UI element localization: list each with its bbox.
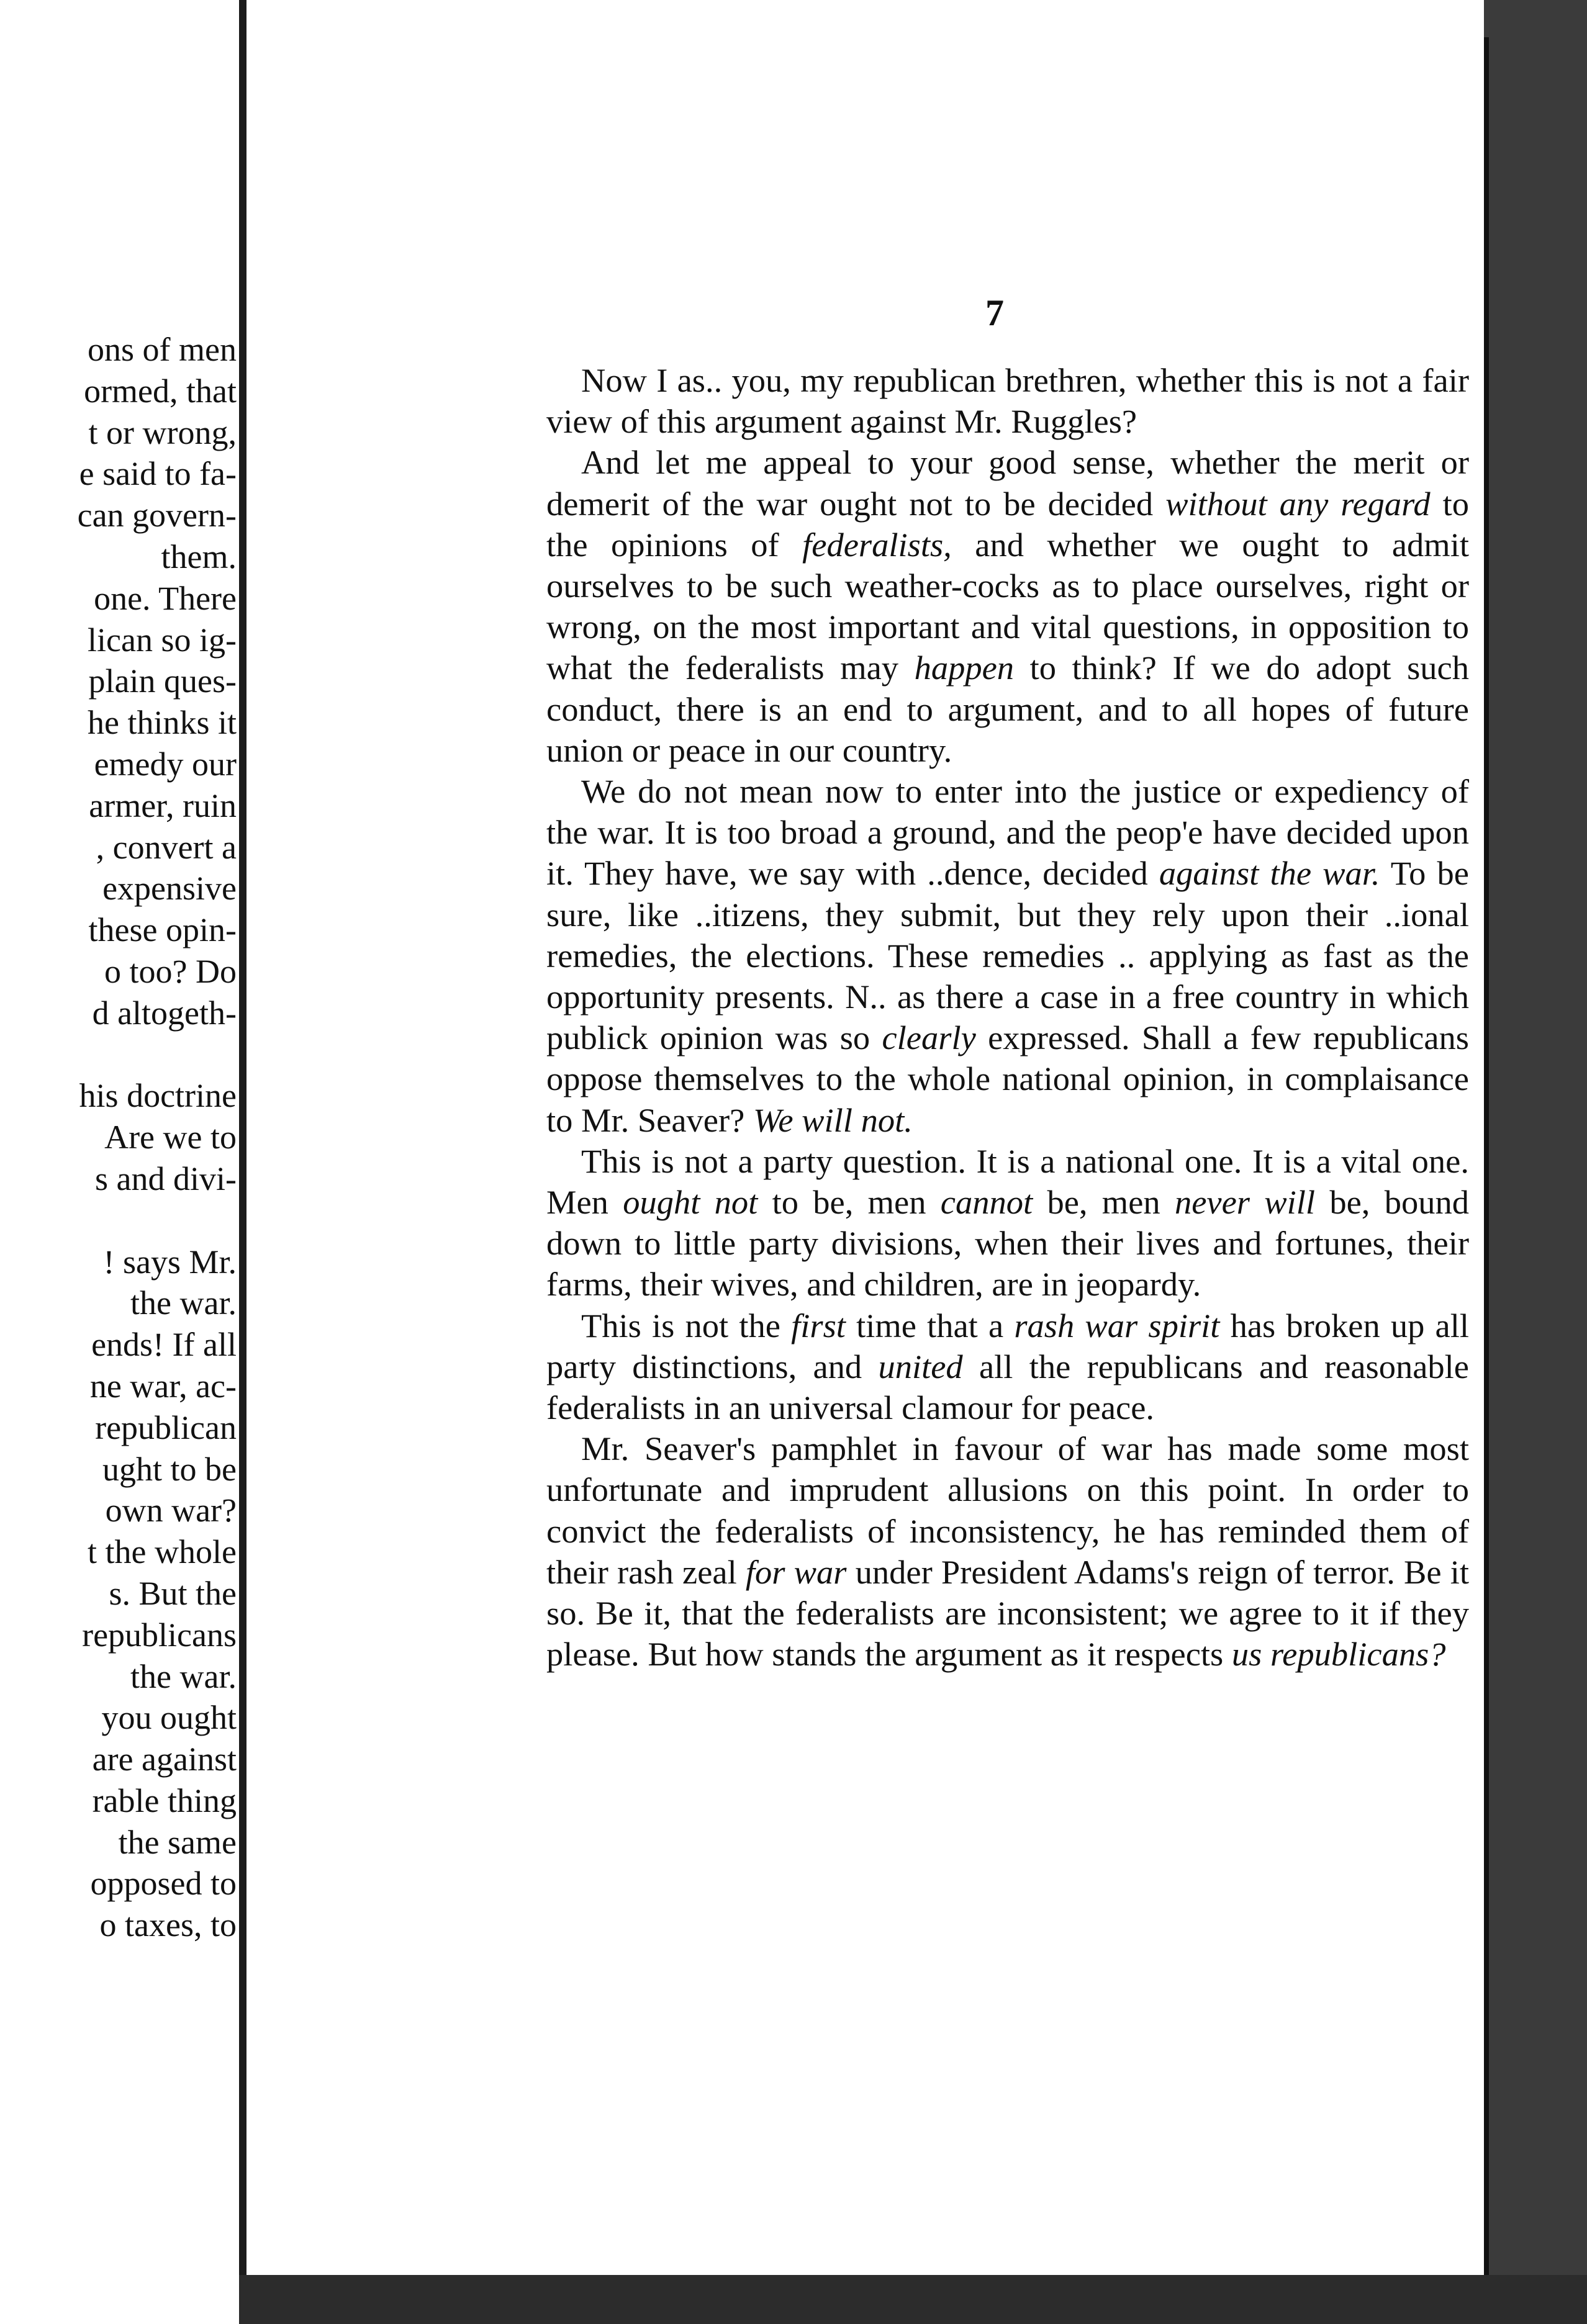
italic-text: cannot	[940, 1183, 1033, 1222]
text-segment: to think? If we do adopt such conduct, there is an end to argument, and to all hopes of future union or peace in our country.	[546, 649, 1469, 769]
text-segment: all the republicans and reasonable federalists in an universal clamour for peace.	[546, 1347, 1469, 1427]
left-page-line: the war.	[130, 1657, 237, 1695]
page-number: 7	[985, 292, 1004, 333]
left-page-line: emedy our	[94, 745, 237, 783]
italic-text: rash war spirit	[1014, 1306, 1220, 1344]
paragraph	[546, 1141, 1469, 1305]
text-segment: Now I as.. you, my republican brethren, whether this is not a fair view of this argument against Mr. Ruggles?	[546, 361, 1469, 441]
paragraph	[546, 1428, 1469, 1675]
left-page-line: s. But the	[109, 1574, 237, 1612]
left-page-line: e said to fa-	[79, 455, 237, 493]
left-page-line: are against	[92, 1741, 237, 1778]
book-cover-board	[1484, 0, 1587, 2324]
right-page	[246, 0, 1484, 2324]
left-page-line: t the whole	[88, 1533, 237, 1571]
left-page-line: own war?	[105, 1492, 237, 1529]
left-page-line: ormed, that	[84, 372, 237, 410]
left-page-line	[78, 1034, 237, 1076]
left-page-line: , convert a	[96, 828, 237, 866]
text-segment: expressed. Shall a few republicans oppose themselves to the whole national opinion, in complaisance to Mr. Seaver?	[546, 1019, 1469, 1139]
left-page-line: opposed to	[90, 1865, 237, 1903]
left-page-line: these opin-	[88, 911, 237, 949]
italic-text: happen	[914, 649, 1015, 687]
left-page-line: them.	[161, 538, 237, 575]
text-segment: Mr. Seaver's pamphlet in favour of war has made some most unfortunate and imprudent allusions on this point. In order to convict the federalists of inconsistency, he has reminded them of their rash zeal	[546, 1430, 1469, 1591]
left-page-line: ne war, ac-	[89, 1367, 237, 1405]
left-page-line: one. There	[94, 579, 237, 617]
text-segment: and whether we ought to admit ourselves to be such weather-cocks as to place ourselves, right or wrong, on the most important and vital questions, in opposition to what the federalists may	[546, 525, 1469, 687]
italic-text: We will not.	[753, 1101, 913, 1139]
left-page-line: Are we to	[104, 1119, 237, 1156]
text-segment: To be sure, like ..itizens, they submit, but they rely upon their ..ional remedies, the elections. These remedies .. applying as fast as the opportunity presents. N.. as there a case in a free country in which publick opinion was so	[546, 854, 1469, 1057]
left-page-line: his doctrine	[79, 1077, 237, 1115]
left-page-line: ught to be	[102, 1450, 237, 1488]
left-page-text-fragments	[78, 329, 237, 1946]
paragraph	[546, 1305, 1469, 1429]
text-segment: And let me appeal to your good sense, whether the merit or demerit of the war ought not to be decided	[546, 443, 1469, 523]
text-segment: be, men	[1033, 1183, 1175, 1222]
italic-text: clearly	[882, 1019, 976, 1057]
left-page-line: republicans	[82, 1616, 237, 1654]
paragraph	[546, 442, 1469, 771]
left-page-line: ons of men	[88, 331, 237, 368]
left-page-line: the same	[118, 1823, 237, 1861]
left-page-line: you ought	[101, 1699, 237, 1737]
book-gutter	[239, 0, 246, 2324]
text-segment: time that a	[845, 1306, 1015, 1344]
left-page-line: armer, ruin	[89, 786, 237, 824]
italic-text: ought not	[623, 1183, 758, 1222]
body-text	[546, 360, 1469, 1675]
bottom-board-edge	[239, 2275, 1587, 2324]
left-page	[0, 0, 239, 2324]
text-segment: be, bound down to little party divisions, when their lives and fortunes, their farms, their wives, and children, are in jeopardy.	[546, 1183, 1469, 1304]
italic-text: never will	[1174, 1183, 1316, 1222]
left-page-line: lican so ig-	[88, 621, 237, 659]
left-page-line: d altogeth-	[92, 994, 237, 1032]
left-page-line: the war.	[130, 1284, 237, 1322]
cover-edge	[1484, 37, 1489, 2284]
italic-text: federalists,	[802, 525, 952, 564]
text-segment: under President Adams's reign of terror. Be it so. Be it, that the federalists are inconsistent; we agree to it if they please. But how stands the argument as it respects	[546, 1552, 1469, 1673]
italic-text: first	[791, 1306, 846, 1344]
text-segment: We do not mean now to enter into the justice or expediency of the war. It is too broad a ground, and the peop'e have decided upon it. They have, we say with ..dence, decided	[546, 772, 1469, 893]
left-page-line: can govern-	[77, 497, 237, 534]
left-page-line	[78, 1200, 237, 1241]
left-page-line: rable thing	[92, 1781, 237, 1819]
left-page-line: o taxes, to	[99, 1906, 237, 1944]
left-page-line: plain ques-	[88, 662, 237, 700]
italic-text: without any regard	[1165, 484, 1431, 523]
text-segment: to be, men	[757, 1183, 941, 1222]
paragraph	[546, 360, 1469, 442]
paragraph	[546, 771, 1469, 1141]
italic-text: against the war.	[1159, 854, 1380, 893]
text-segment: This is not the	[581, 1306, 792, 1344]
left-page-line: o too? Do	[104, 952, 237, 990]
left-page-line: republican	[95, 1408, 237, 1446]
left-page-line: t or wrong,	[88, 413, 237, 451]
text-segment: to the opinions of	[546, 484, 1469, 564]
text-segment: This is not a party question. It is a national one. It is a vital one. Men	[546, 1142, 1469, 1222]
text-segment: has broken up all party distinctions, and	[546, 1306, 1470, 1385]
left-page-line: expensive	[102, 870, 237, 908]
left-page-line: s and divi-	[95, 1160, 237, 1197]
italic-text: for war	[745, 1552, 847, 1591]
left-page-line: ends! If all	[91, 1326, 237, 1364]
left-page-line: he thinks it	[88, 704, 237, 742]
left-page-line: ! says Mr.	[103, 1243, 237, 1281]
italic-text: united	[878, 1347, 963, 1385]
italic-text: us republicans?	[1231, 1635, 1446, 1673]
